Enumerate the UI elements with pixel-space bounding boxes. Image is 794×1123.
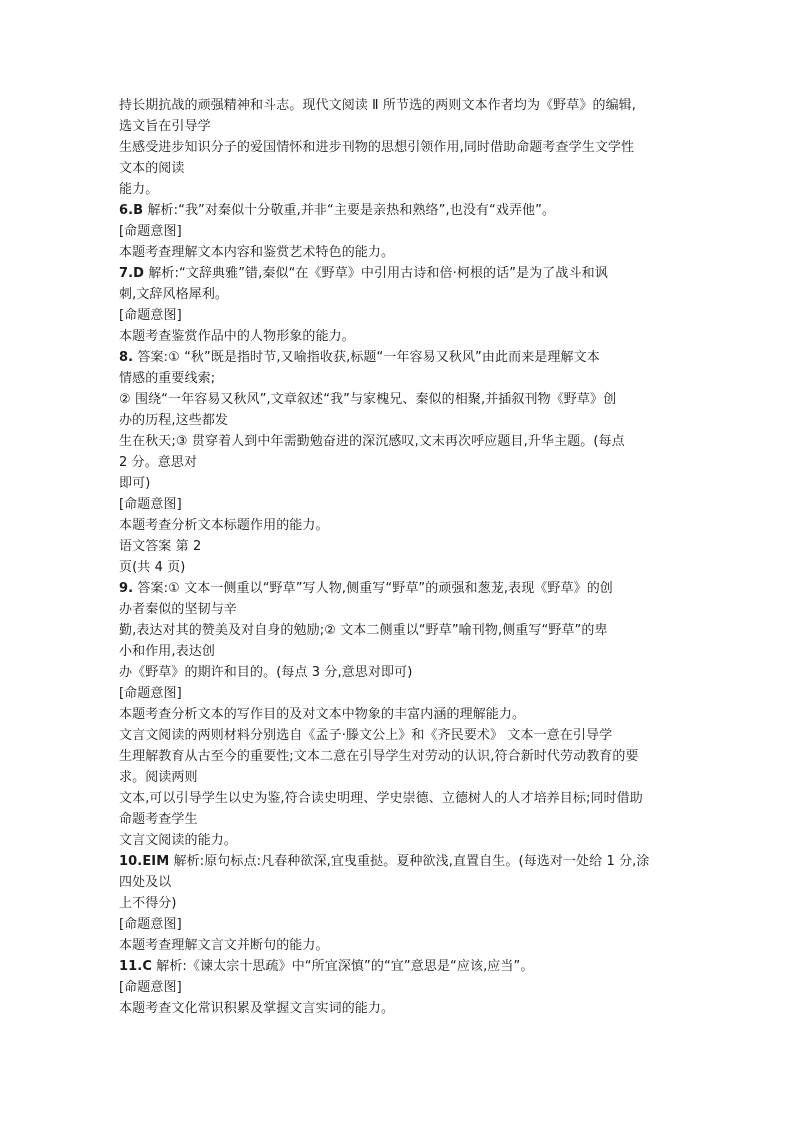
text-line: [命题意图] [119,224,182,239]
question-8-line [119,347,679,368]
text-line: 即可) [119,476,151,491]
question-7-text: 解析:“文辞典雅”错,秦似“在《野草》中引用古诗和倍·柯根的话”是为了战斗和讽 [148,266,608,281]
text-line: 本题考查文化常识积累及掌握文言实词的能力。 [119,1001,395,1016]
text-line: 本题考查理解文本内容和鉴赏艺术特色的能力。 [119,245,395,260]
text-line: 小和作用,表达创 [119,644,215,659]
question-11-text: 解析:《谏太宗十思疏》中“所宜深慎”的“宜”意思是“应该,应当”。 [156,959,534,974]
text-line: 四处及以 [119,875,172,890]
text-line: 勤,表达对其的赞美及对自身的勉励;② 文本二侧重以“野草”喻刊物,侧重写“野草”的卑 [119,623,608,638]
text-line: [命题意图] [119,497,182,512]
text-line: 办者秦似的坚韧与辛 [119,602,237,617]
text-line: 生感受进步知识分子的爱国情怀和进步刊物的思想引领作用,同时借助命题考查学生文学性 [119,140,635,155]
text-line: 本题考查分析文本的写作目的及对文本中物象的丰富内涵的理解能力。 [119,707,526,722]
text-line: 本题考查理解文言文并断句的能力。 [119,938,329,953]
question-9-line [119,578,679,599]
text-line: 文言文阅读的能力。 [119,833,237,848]
text-line: 能力。 [119,182,159,197]
question-6-line [119,200,679,221]
question-6-marker: 6.B [119,203,144,218]
text-line: 上不得分) [119,896,177,911]
text-line: 生在秋天;③ 贯穿着人到中年需勤勉奋进的深沉感叹,文末再次呼应题目,升华主题。(每点 [119,434,625,449]
question-10-text: 解析:原句标点:凡春种欲深,宜曳重挞。夏种欲浅,直置自生。(每选对一处给 1 分,涂 [173,854,650,869]
page-footer-line: 语文答案 第 2 [119,539,202,554]
text-line: 选文旨在引导学 [119,119,211,134]
text-line: 刺,文辞风格犀利。 [119,287,229,302]
text-line: [命题意图] [119,308,182,323]
text-line: 办的历程,这些都发 [119,413,229,428]
question-6-text: 解析:“我”对秦似十分敬重,并非“主要是亲热和熟络”,也没有“戏弄他”。 [147,203,556,218]
text-line: 持长期抗战的顽强精神和斗志。现代文阅读 Ⅱ 所节选的两则文本作者均为《野草》的编辑, [119,98,636,113]
text-line: 办《野草》的期许和目的。(每点 3 分,意思对即可) [119,665,413,680]
question-7-marker: 7.D [119,266,145,281]
question-10-marker: 10.EIM [119,854,170,869]
question-8-marker: 8. [119,350,134,365]
question-8-text: 答案:① “秋”既是指时节,又喻指收获,标题“一年容易又秋风”由此而来是理解文本 [137,350,600,365]
text-line: 命题考查学生 [119,812,198,827]
text-line: 本题考查分析文本标题作用的能力。 [119,518,329,533]
text-line: [命题意图] [119,917,182,932]
text-line: 文本的阅读 [119,161,185,176]
text-line: ② 围绕“一年容易又秋风”,文章叙述“我”与家槐兄、秦似的相聚,并插叙刊物《野草》创 [119,392,617,407]
question-7-line [119,263,679,284]
text-line: 2 分。意思对 [119,455,198,470]
question-11-line [119,956,679,977]
text-line: 情感的重要线索; [119,371,216,386]
question-9-text: 答案:① 文本一侧重以“野草”写人物,侧重写“野草”的顽强和葱茏,表现《野草》的创 [137,581,613,596]
text-line: 求。阅读两则 [119,770,198,785]
text-line: 本题考查鉴赏作品中的人物形象的能力。 [119,329,355,344]
page-footer-line: 页(共 4 页) [119,560,186,575]
answer-document [119,95,679,1019]
text-line: 文言文阅读的两则材料分别选自《孟子·滕文公上》和《齐民要术》 文本一意在引导学 [119,728,613,743]
text-line: 生理解教育从古至今的重要性;文本二意在引导学生对劳动的认识,符合新时代劳动教育的要 [119,749,639,764]
question-10-line [119,851,679,872]
text-line: 文本,可以引导学生以史为鉴,符合读史明理、学史崇德、立德树人的人才培养目标;同时借助 [119,791,643,806]
question-11-marker: 11.C [119,959,152,974]
text-line: [命题意图] [119,686,182,701]
text-line: [命题意图] [119,980,182,995]
question-9-marker: 9. [119,581,134,596]
